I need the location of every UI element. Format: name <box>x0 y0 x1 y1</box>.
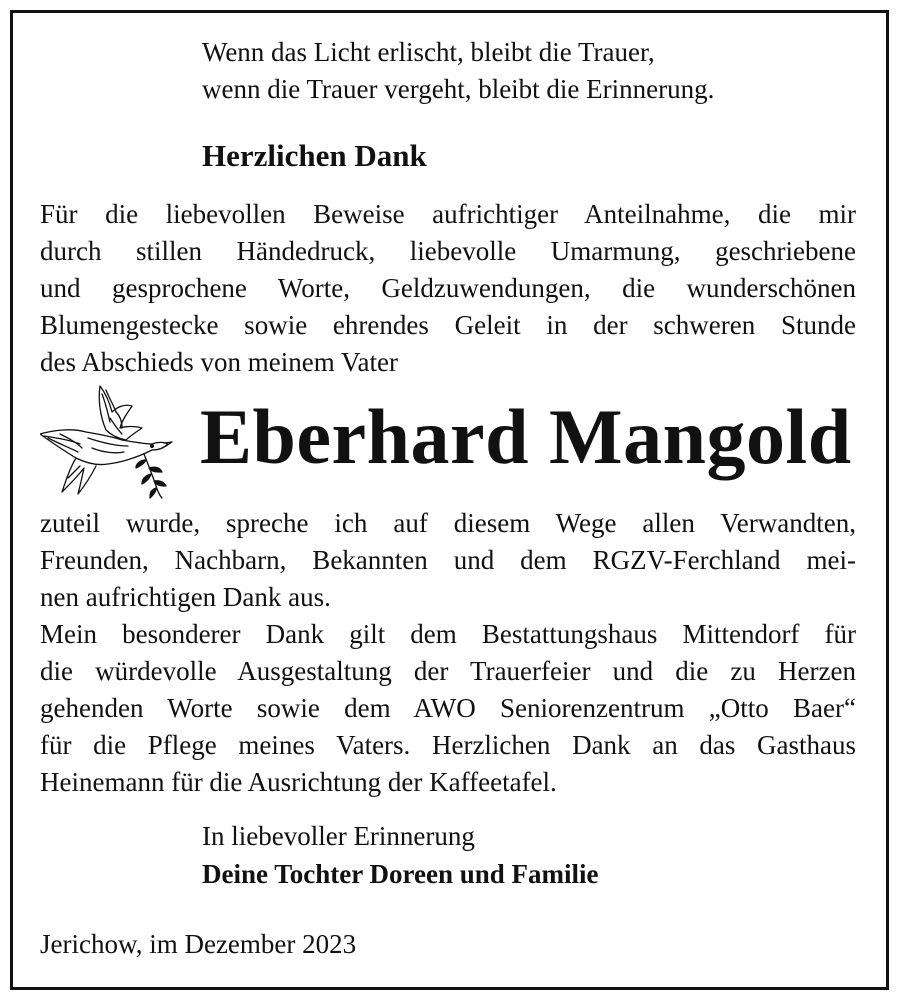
closing-paragraph <box>40 505 856 801</box>
closing-line: die würdevolle Ausgestaltung der Trauerfeier und die zu Herzen <box>40 656 856 686</box>
signature-greeting: In liebevoller Erinnerung <box>202 821 475 851</box>
thanks-heading: Herzlichen Dank <box>202 138 427 173</box>
closing-line: Heinemann für die Ausrichtung der Kaffeetafel. <box>40 767 557 797</box>
closing-line: gehenden Worte sowie dem AWO Seniorenzentrum „Otto Baer“ <box>40 693 856 723</box>
intro-line: Blumengestecke sowie ehrendes Geleit in der schweren Stunde <box>40 310 856 340</box>
closing-line: Mein besonderer Dank gilt dem Bestattungshaus Mittendorf für <box>40 619 856 649</box>
intro-line: Für die liebevollen Beweise aufrichtiger Anteilnahme, die mir <box>40 199 856 229</box>
motto-line-2: wenn die Trauer vergeht, bleibt die Erinnerung. <box>202 74 715 104</box>
motto-line-1: Wenn das Licht erlischt, bleibt die Trauer, <box>202 37 655 67</box>
closing-line: zuteil wurde, spreche ich auf diesem Wege allen Verwandten, <box>40 508 856 538</box>
signature-name: Deine Tochter Doreen und Familie <box>202 859 599 889</box>
intro-line: und gesprochene Worte, Geldzuwendungen, die wunderschönen <box>40 273 856 303</box>
intro-paragraph <box>40 196 856 381</box>
deceased-name: Eberhard Mangold <box>200 393 852 480</box>
closing-line: nen aufrichtigen Dank aus. <box>40 582 331 612</box>
intro-line: durch stillen Händedruck, liebevolle Umarmung, geschriebene <box>40 236 856 266</box>
closing-line: für die Pflege meines Vaters. Herzlichen Dank an das Gasthaus <box>40 730 856 760</box>
closing-line: Freunden, Nachbarn, Bekannten und dem RGZV-Ferchland mei- <box>40 545 856 575</box>
intro-line: des Abschieds von meinem Vater <box>40 347 398 377</box>
place-date: Jerichow, im Dezember 2023 <box>40 929 357 959</box>
dove-icon <box>40 382 174 500</box>
